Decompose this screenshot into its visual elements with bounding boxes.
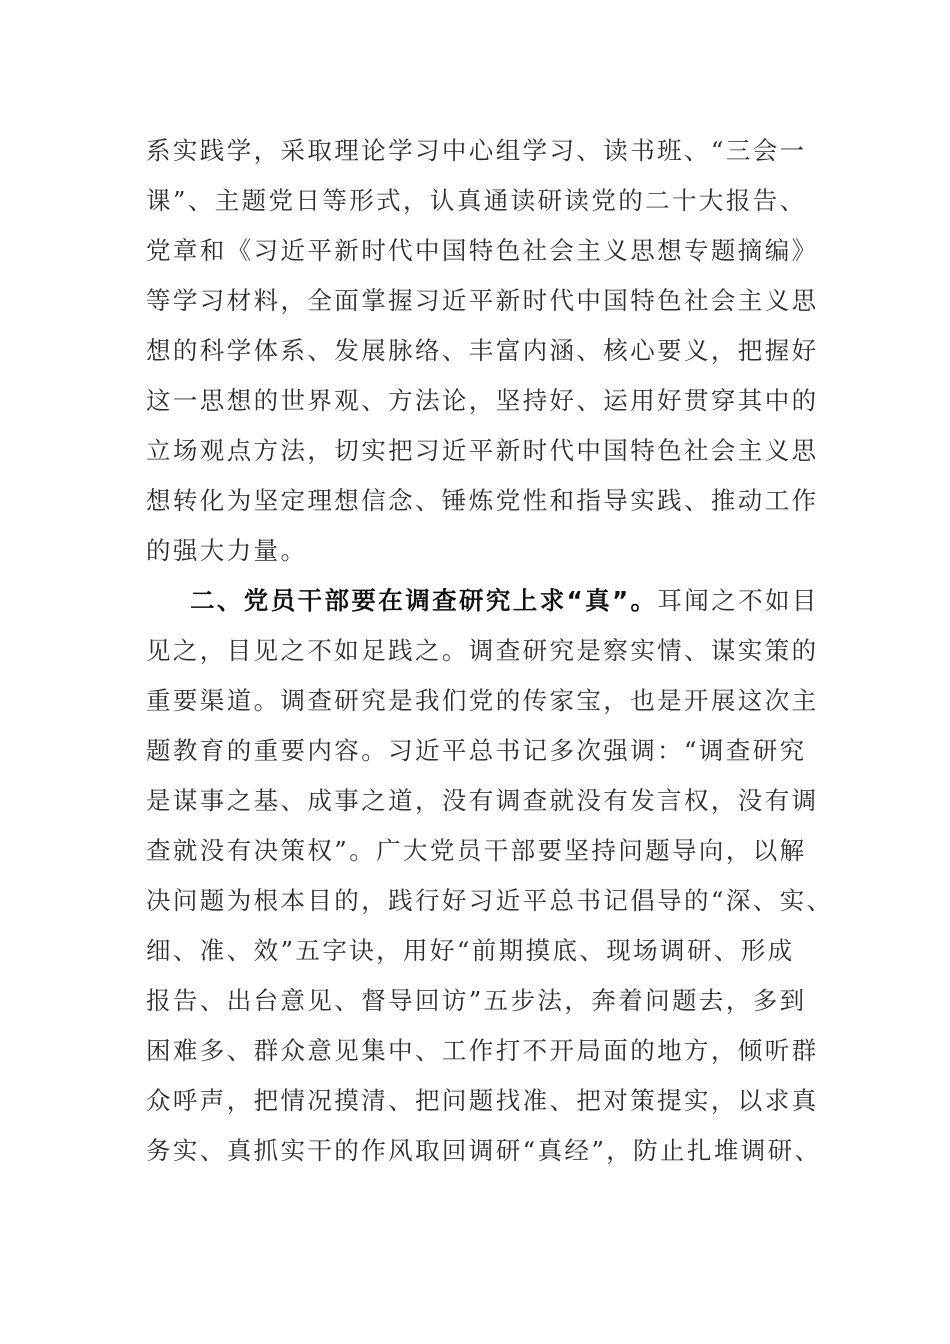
text-line: 是谋事之基、成事之道，没有调查就没有发言权，没有调 — [146, 786, 819, 815]
text-line: 众呼声，把情况摸清、把问题找准、把对策提实，以求真 — [146, 1086, 819, 1115]
text-line: 决问题为根本目的，践行好习近平总书记倡导的“深、实、 — [146, 886, 834, 915]
text-line: 想转化为坚定理想信念、锤炼党性和指导实践、推动工作 — [146, 486, 819, 515]
heading-trailing-text: 耳闻之不如目 — [657, 586, 819, 615]
text-line: 细、准、效”五字诀，用好“前期摸底、现场调研、形成 — [146, 936, 795, 965]
text-line: 重要渠道。调查研究是我们党的传家宝，也是开展这次主 — [146, 686, 819, 715]
text-line: 查就没有决策权”。广大党员干部要坚持问题导向，以解 — [146, 836, 807, 865]
text-line: 报告、出台意见、督导回访”五步法，奔着问题去，多到 — [146, 986, 807, 1015]
text-line: 务实、真抓实干的作风取回调研“真经”，防止扎堆调研、 — [146, 1136, 822, 1165]
paragraph-section-two — [146, 576, 834, 1176]
text-line: 想的科学体系、发展脉络、丰富内涵、核心要义，把握好 — [146, 336, 819, 365]
body-text — [146, 126, 834, 1176]
text-line: 题教育的重要内容。习近平总书记多次强调：“调查研究 — [146, 736, 807, 765]
text-line: 系实践学，采取理论学习中心组学习、读书班、“三会一 — [146, 136, 807, 165]
text-line: 课”、主题党日等形式，认真通读研读党的二十大报告、 — [146, 186, 807, 215]
text-line: 党章和《习近平新时代中国特色社会主义思想专题摘编》 — [146, 236, 819, 265]
text-line: 的强大力量。 — [146, 536, 308, 565]
text-line: 这一思想的世界观、方法论，坚持好、运用好贯穿其中的 — [146, 386, 819, 415]
paragraph-continuation — [146, 126, 819, 576]
text-line: 困难多、群众意见集中、工作打不开局面的地方，倾听群 — [146, 1036, 819, 1065]
section-heading: 二、党员干部要在调查研究上求“真”。 — [190, 586, 658, 615]
text-line: 见之，目见之不如足践之。调查研究是察实情、谋实策的 — [146, 636, 819, 665]
text-line: 立场观点方法，切实把习近平新时代中国特色社会主义思 — [146, 436, 819, 465]
paragraph-first-line — [146, 576, 819, 626]
text-line: 等学习材料，全面掌握习近平新时代中国特色社会主义思 — [146, 286, 819, 315]
